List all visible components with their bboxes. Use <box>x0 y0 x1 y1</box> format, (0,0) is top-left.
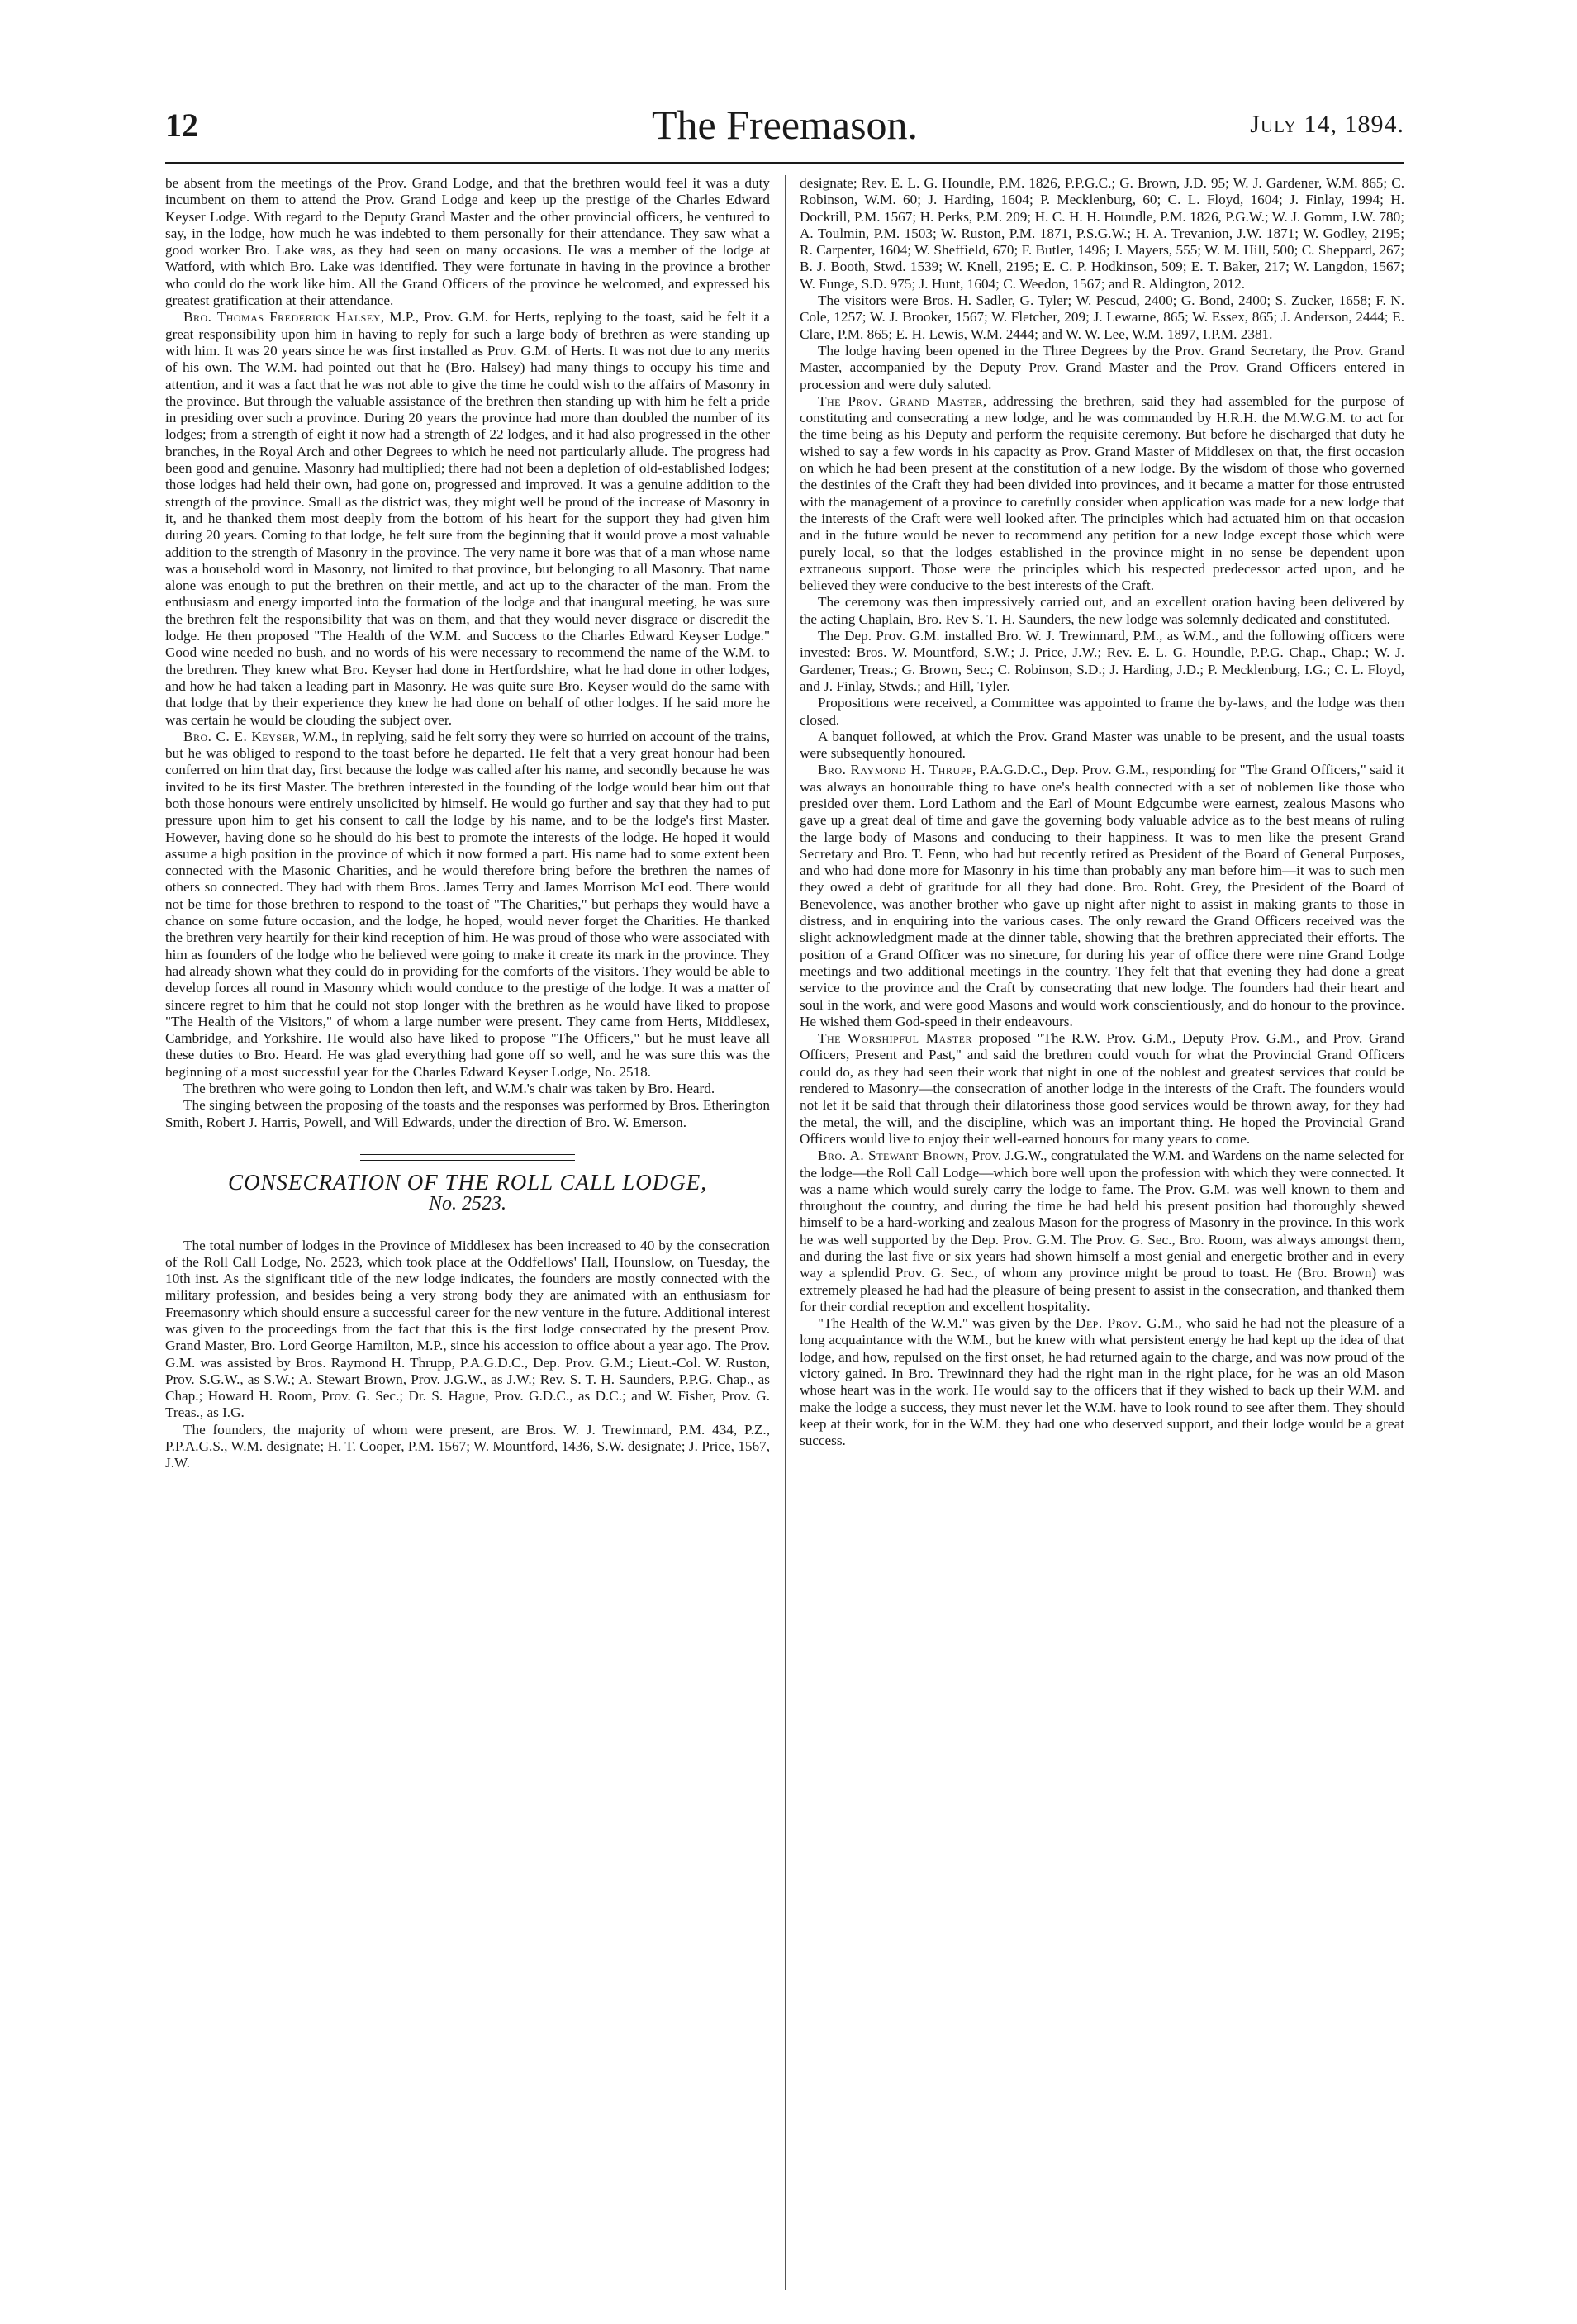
paragraph: Propositions were received, a Committee was appointed to frame the by-laws, and the lodge was then closed. <box>800 695 1404 728</box>
paragraph: The total number of lodges in the Province of Middlesex has been increased to 40 by the consecration of the Roll Call Lodge, No. 2523, which took place at the Oddfellows' Hall, Hounslow, on Tuesday, the 10th inst. As the significant title of the new lodge indicates, the founders are mostly connected with the military profession, and besides being a very strong body they are animated with an enthusiasm for Freemasonry which should ensure a successful career for the new venture in the future. Additional interest was given to the proceedings from the fact that this is the first lodge consecrated by the present Prov. Grand Master, Bro. Lord George Hamilton, M.P., since his accession to office about a year ago. The Prov. G.M. was assisted by Bros. Raymond H. Thrupp, P.A.G.D.C., Dep. Prov. G.M.; Lieut.-Col. W. Ruston, Prov. S.G.W., as S.W.; A. Stewart Brown, Prov. J.G.W., as J.W.; Rev. S. T. H. Saunders, P.P.G. Chap., as Chap.; Howard H. Room, Prov. G. Sec.; Dr. S. Hague, Prov. G.D.C., as D.C.; and W. Fisher, Prov. G. Treas., as I.G. <box>165 1237 770 1421</box>
paragraph <box>165 309 770 728</box>
paragraph-text: , M.P., Prov. G.M. for Herts, replying to the toast, said he felt it a great responsibility upon him in having to reply for such a large body of brethren as were standing up with him. It was 20 years since he was first installed as Prov. G.M. of Herts. It was not due to any merits of his own. The W.M. had pointed out that he (Bro. Halsey) had many things to occupy his time and attention, and it was a fact that he was not able to give the time he could wish to the affairs of Masonry in the province. But through the valuable assistance of the brethren then standing up with him he felt a pride in presiding over such a province. During 20 years the province had more than doubled the number of its lodges; from a strength of eight it now had a strength of 22 lodges, and it had also progressed in the other branches, in the Royal Arch and other Degrees to which he need not particularly allude. The progress had been good and genuine. Masonry had multiplied; there had not been a depletion of old-established lodges; those lodges had held their own, had gone on, progressed and improved. It was a genuine addition to the strength of the province. Small as the district was, they might well be proud of the increase of Masonry in it, and he thanked them most deeply from the bottom of his heart for the support they had given him during 20 years. Coming to that lodge, he felt sure from the beginning that it would prove a most valuable addition to the strength of Masonry in the province. The very name it bore was that of a man whose name was a household word in Masonry, not limited to that province, but belonging to all Masonry. That name alone was enough to put the brethren on their mettle, and act up to the character of the man. From the enthusiasm and energy imported into the formation of the lodge and that inaugural meeting, he was sure the brethren felt the responsibility that was on them, and that they would never disgrace or discredit the lodge. He then proposed "The Health of the W.M. and Success to the Charles Edward Keyser Lodge." Good wine needed no bush, and no words of his were necessary to recommend the name of the W.M. to the brethren. They knew what Bro. Keyser had done in Hertfordshire, what he had done in other lodges, and how he had taken a leading part in Masonry. He was quite sure Bro. Keyser would do the same with that lodge that by their experience they knew he had done on behalf of other lodges. If he said more he was certain he would be clouding the subject over. <box>165 309 770 728</box>
paragraph-text: "The Health of the W.M." was given by the <box>818 1315 1076 1332</box>
speaker-name: The Worshipful Master <box>818 1030 973 1047</box>
paragraph: The founders, the majority of whom were present, are Bros. W. J. Trewinnard, P.M. 434, P.Z., P.P.A.G.S., W.M. designate; H. T. Cooper, P.M. 1567; W. Mountford, 1436, S.W. designate; J. Price, 1567, J.W. <box>165 1421 770 1471</box>
paragraph: The visitors were Bros. H. Sadler, G. Tyler; W. Pescud, 2400; G. Bond, 2400; S. Zucker, 1658; F. N. Cole, 1257; W. J. Brooker, 1567; W. Fletcher, 209; J. Lewarne, 865; W. Essex, 865; J. Anderson, 2444; E. Clare, P.M. 865; E. H. Lewis, W.M. 2444; and W. W. Lee, W.M. 1897, I.P.M. 2381. <box>800 292 1404 342</box>
paragraph: designate; Rev. E. L. G. Houndle, P.M. 1826, P.P.G.C.; G. Brown, J.D. 95; W. J. Gardener, W.M. 865; C. Robinson, W.M. 60; J. Harding, 1604; P. Mecklenburg, 60; C. L. Floyd, 1604; J. Finlay, 1994; H. Dockrill, P.M. 1567; H. Perks, P.M. 209; H. C. H. H. Houndle, P.M. 1826, P.G.W.; W. J. Gomm, J.W. 780; A. Toulmin, P.M. 1503; W. Ruston, P.M. 1871, P.S.G.W.; H. A. Trevanion, J.W. 1871; W. Godley, 2195; R. Carpenter, 1604; W. Sheffield, 670; F. Butler, 1496; J. Mayers, 555; W. M. Hill, 500; C. Sheppard, 267; B. J. Booth, Stwd. 1539; W. Knell, 2195; E. C. P. Hodkinson, 509; E. T. Baker, 217; W. Langdon, 1567; W. Funge, S.D. 975; J. Hunt, 1604; C. Weedon, 1567; and R. Aldington, 2012. <box>800 175 1404 292</box>
paragraph: The singing between the proposing of the toasts and the responses was performed by Bros. Etherington Smith, Robert J. Harris, Powell, and Will Edwards, under the direction of Bro. W. Emerson. <box>165 1097 770 1130</box>
article-title: CONSECRATION OF THE ROLL CALL LODGE, <box>227 1169 708 1195</box>
paragraph <box>165 729 770 1081</box>
paragraph <box>800 393 1404 595</box>
paragraph <box>800 762 1404 1030</box>
speaker-name: Bro. A. Stewart Brown <box>818 1148 965 1164</box>
paragraph: A banquet followed, at which the Prov. Grand Master was unable to be present, and the usual toasts were subsequently honoured. <box>800 728 1404 762</box>
masthead-rule <box>165 162 1404 164</box>
paragraph: The brethren who were going to London then left, and W.M.'s chair was taken by Bro. Heard. <box>183 1081 715 1097</box>
paragraph <box>800 1148 1404 1315</box>
paragraph-text: , P.A.G.D.C., Dep. Prov. G.M., responding for "The Grand Officers," said it was always an honourable thing to have one's health connected with a set of noblemen like those who presided over them. Lord Lathom and the Earl of Mount Edgcumbe were earnest, zealous Masons who gave up a great deal of time and gave the governing body valuable advice as to the best means of ruling the large body of Masons and conducing to their happiness. It was to men like the present Grand Secretary and Bro. T. Fenn, who had but recently retired as President of the Board of General Purposes, and who had done more for Masonry in his time than probably any man before him—it was to such men they owed a debt of gratitude for all they had done. Bro. Robt. Grey, the President of the Board of Benevolence, was another brother who gave up night after night to assist in making grants to those in distress, and in enquiring into the various cases. The only reward the Grand Officers received was the slight acknowledgment made at the dinner table, showing that the brethren appreciated their efforts. The position of a Grand Officer was no sinecure, for during his year of office there were nine Grand Lodge meetings and two additional meetings in the country. They felt that that evening they had done a great service to the province and the Craft by consecrating that new lodge. The founders had their heart and soul in the work, and were good Masons and would work conscientiously, and do honour to the province. He wished them God-speed in their endeavours. <box>800 762 1405 1029</box>
speaker-name: Dep. Prov. G.M. <box>1075 1315 1179 1332</box>
speaker-name: The Prov. Grand Master <box>818 392 983 409</box>
paragraph: The Dep. Prov. G.M. installed Bro. W. J. Trewinnard, P.M., as W.M., and the following officers were invested: Bros. W. Mountford, S.W.; J. Price, J.W.; Rev. E. L. G. Houndle, P.P.G. Chap., Chap.; W. J. Gardener, Treas.; G. Brown, Sec.; C. Robinson, S.D.; J. Harding, J.D.; P. Mecklenburg, I.G.; C. L. Floyd, and J. Finlay, Stwds.; and Hill, Tyler. <box>800 628 1404 694</box>
masthead <box>165 102 1404 160</box>
right-column <box>800 175 1404 1450</box>
page-number: 12 <box>165 107 198 144</box>
paragraph <box>800 1315 1404 1449</box>
issue-date: July 14, 1894. <box>1250 111 1404 138</box>
paragraph-text: , who said he had not the pleasure of a long acquaintance with the W.M., but he knew with what persistent energy he had kept up the idea of that lodge, and how, repulsed on the first onset, he had returned again to the charge, and was now proud of the victory gained. In Bro. Trewinnard they had the right man in the right place, for he was an old Mason whose heart was in the work. He would say to the officers that if they wished to back up their W.M. and make the lodge a success, they must never let the W.M. have to look round to see after them. They should keep at their work, for in the W.M. they had one who deserved support, and their lodge would be a great success. <box>800 1315 1404 1449</box>
speaker-name: Bro. C. E. Keyser <box>183 728 296 744</box>
article-number: No. 2523. <box>428 1193 506 1215</box>
paragraph: be absent from the meetings of the Prov. Grand Lodge, and that the brethren would feel it was a duty incumbent on them to attend the Prov. Grand Lodge and keep up the prestige of the Charles Edward Keyser Lodge. With regard to the Deputy Grand Master and the other provincial officers, he ventured to say, in the lodge, how much he was indebted to them personally for their attendance. They saw what a good worker Bro. Lake was, as they had seen on many occasions. He was a member of the lodge at Watford, with which Bro. Lake was identified. They were fortunate in having in the province a brother who could do the work like him. All the Grand Officers of the province he welcomed, and expressed his greatest gratification at their attendance. <box>165 175 770 309</box>
left-column <box>165 175 770 1472</box>
paragraph-text: , addressing the brethren, said they had assembled for the purpose of constituting and consecrating a new lodge, and he was commanded by H.R.H. the M.W.G.M. to act for the time being as his Deputy and perform the requisite ceremony. But before he discharged that duty he wished to say a few words in his capacity as Prov. Grand Master of Middlesex on that, the first occasion on which he had been present at the constitution of a new lodge. By the wisdom of those who governed the destinies of the Craft they had been divided into provinces, and it became a matter for those entrusted with the management of a province to carefully consider when application was made for a new lodge that the interests of the Craft were well looked after. The principles which had actuated him on that occasion and in the future would be never to recommend any petition for a new lodge except those which were purely local, so that the lodges established in the province might in no sense be dependent upon extraneous support. Those were the principles which his respected predecessor acted upon, and he believed they were conducive to the best interests of the Craft. <box>800 392 1404 594</box>
column-divider <box>785 175 786 2290</box>
paragraph: The lodge having been opened in the Three Degrees by the Prov. Grand Secretary, the Prov. Grand Master, accompanied by the Deputy Prov. Grand Master and the Prov. Grand Officers entered in procession and were duly saluted. <box>800 342 1404 392</box>
paragraph: The ceremony was then impressively carried out, and an excellent oration having been delivered by the acting Chaplain, Bro. Rev S. T. H. Saunders, the new lodge was solemnly dedicated and constituted. <box>800 594 1404 627</box>
heading-rule <box>360 1154 575 1161</box>
paragraph-text: , W.M., in replying, said he felt sorry they were so hurried on account of the trains, but he was obliged to respond to the toast before he departed. He felt that a very great honour had been conferred on him that day, first because the lodge was called after his name, and secondly because he was invited to be its first Master. The brethren interested in the founding of the lodge would bear him out that both those honours were entirely unsolicited by himself. He would go further and say that they had to put pressure upon him to get his consent to call the lodge by his name, and to be the lodge's first Master. However, having done so he should do his best to promote the interests of the lodge. He hoped it would assume a high position in the province of which it now formed a part. His name had to some extent been connected with the Masonic Charities, and he would therefore bring before the brethren the names of others so connected. They had with them Bros. James Terry and James Morrison McLeod. There would not be time for those brethren to respond to the toast of "The Charities," but perhaps they would have a chance on some future occasion, and the lodge, he hoped, would never forget the Charities. He thanked the brethren very heartily for their kind reception of him. He was proud of those who were associated with him as founders of the lodge who he believed were going to make it create its mark in the province. They had already shown what they could do in providing for the comforts of the visitors. They would be able to develop forces all round in Masonry which would conduce to the prestige of the lodge. It was a matter of sincere regret to him that he could not stop longer with the brethren as he would have liked to propose "The Health of the Visitors," of whom a large number were present. They came from Herts, Middlesex, Cambridge, and Yorkshire. He would also have liked to propose "The Officers," but he must leave all these duties to Bro. Heard. He was glad everything had gone off so well, and he was sure this was the beginning of a most successful year for the Charles Edward Keyser Lodge, No. 2518. <box>165 728 770 1080</box>
paragraph-text: , Prov. J.G.W., congratulated the W.M. and Wardens on the name selected for the lodge—the Roll Call Lodge—which bore well upon the profession with which they were connected. It was a name which would surely carry the lodge to fame. The Prov. G.M. was well known to them and throughout the country, and during the time he had held his present position had thoroughly shewed himself to be a hard-working and zealous Mason for the progress of Masonry in the province. In this work he was well supported by the Dep. Prov. G.M. The Prov. G. Sec., Bro. Room, was always amongst them, and during the last five or six years had shown himself a most genial and energetic brother and in every way a splendid Prov. G. Sec., of whom any province might be proud to toast. He (Bro. Brown) was extremely pleased he had had the pleasure of being present to assist in the consecration, and thanked them for their cordial reception and excellent hospitality. <box>800 1148 1405 1314</box>
speaker-name: Bro. Thomas Frederick Halsey <box>183 309 381 326</box>
article-heading <box>165 1154 770 1213</box>
paragraph-text: proposed "The R.W. Prov. G.M., Deputy Prov. G.M., and Prov. Grand Officers, Present and Past," and said the brethren could vouch for what the Provincial Grand Officers could do, as they had seen their work that night in one of the noblest and greatest services that could be rendered to Masonry—the consecration of another lodge in the interests of the Craft. The founders would not let it be said that through their dilatoriness those good services would be thrown away, for they had the metal, the will, and the discipline, which was an important thing. He hoped the Provincial Grand Officers would live to enjoy their well-earned honours for many years to come. <box>800 1030 1405 1147</box>
newspaper-title: The Freemason. <box>651 102 919 148</box>
speaker-name: Bro. Raymond H. Thrupp <box>818 762 972 778</box>
paragraph <box>800 1030 1404 1148</box>
